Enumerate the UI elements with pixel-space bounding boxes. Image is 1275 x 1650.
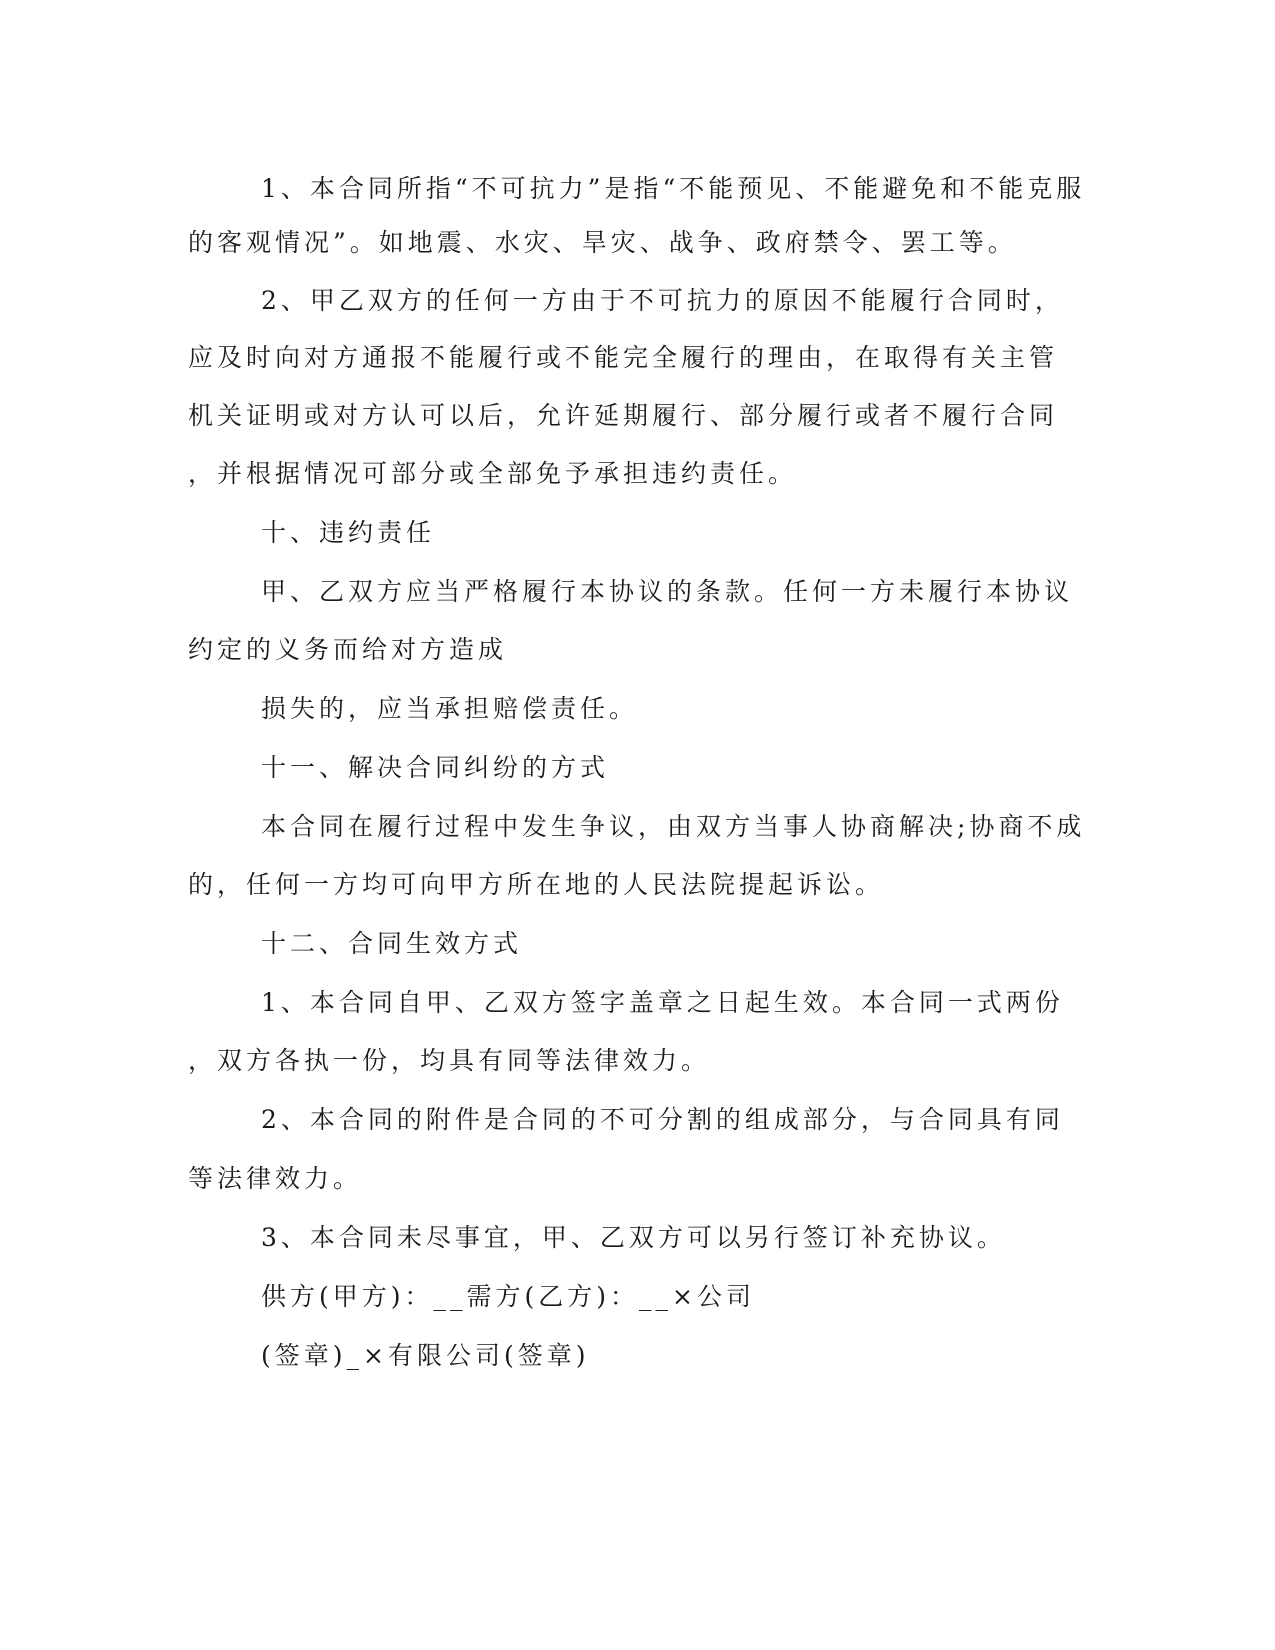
clause-11-line-2: 的，任何一方均可向甲方所在地的人民法院提起诉讼。 — [188, 870, 885, 899]
section-heading-11: 十一、解决合同纠纷的方式 — [261, 753, 610, 782]
signature-parties-line: 供方(甲方)：__需方(乙方)：__×公司 — [261, 1282, 755, 1311]
clause-12-2-line-2: 等法律效力。 — [188, 1164, 363, 1193]
section-heading-10: 十、违约责任 — [261, 518, 436, 547]
clause-12-1-line-1: 1、本合同自甲、乙双方签字盖章之日起生效。本合同一式两份 — [261, 988, 1064, 1017]
clause-9-2-line-3: 机关证明或对方认可以后，允许延期履行、部分履行或者不履行合同 — [188, 401, 1059, 430]
signature-seal-line: (签章)_×有限公司(签章) — [261, 1341, 590, 1370]
clause-10-line-3: 损失的，应当承担赔偿责任。 — [261, 694, 639, 723]
clause-9-1-line-2: 的客观情况”。如地震、水灾、旱灾、战争、政府禁令、罢工等。 — [188, 228, 1017, 257]
clause-11-line-1: 本合同在履行过程中发生争议，由双方当事人协商解决;协商不成 — [261, 812, 1086, 841]
clause-9-1-line-1: 1、本合同所指“不可抗力”是指“不能预见、不能避免和不能克服 — [261, 174, 1086, 203]
clause-12-3: 3、本合同未尽事宜，甲、乙双方可以另行签订补充协议。 — [261, 1223, 1006, 1252]
clause-9-2-line-1: 2、甲乙双方的任何一方由于不可抗力的原因不能履行合同时， — [261, 286, 1064, 315]
section-heading-12: 十二、合同生效方式 — [261, 929, 523, 958]
clause-12-1-line-2: ，双方各执一份，均具有同等法律效力。 — [188, 1046, 711, 1075]
clause-12-2-line-1: 2、本合同的附件是合同的不可分割的组成部分，与合同具有同 — [261, 1105, 1064, 1134]
clause-9-2-line-4: ，并根据情况可部分或全部免予承担违约责任。 — [188, 459, 798, 488]
clause-10-line-1: 甲、乙双方应当严格履行本协议的条款。任何一方未履行本协议 — [261, 577, 1074, 606]
clause-9-2-line-2: 应及时向对方通报不能履行或不能完全履行的理由，在取得有关主管 — [188, 343, 1059, 372]
clause-10-line-2: 约定的义务而给对方造成 — [188, 635, 508, 664]
